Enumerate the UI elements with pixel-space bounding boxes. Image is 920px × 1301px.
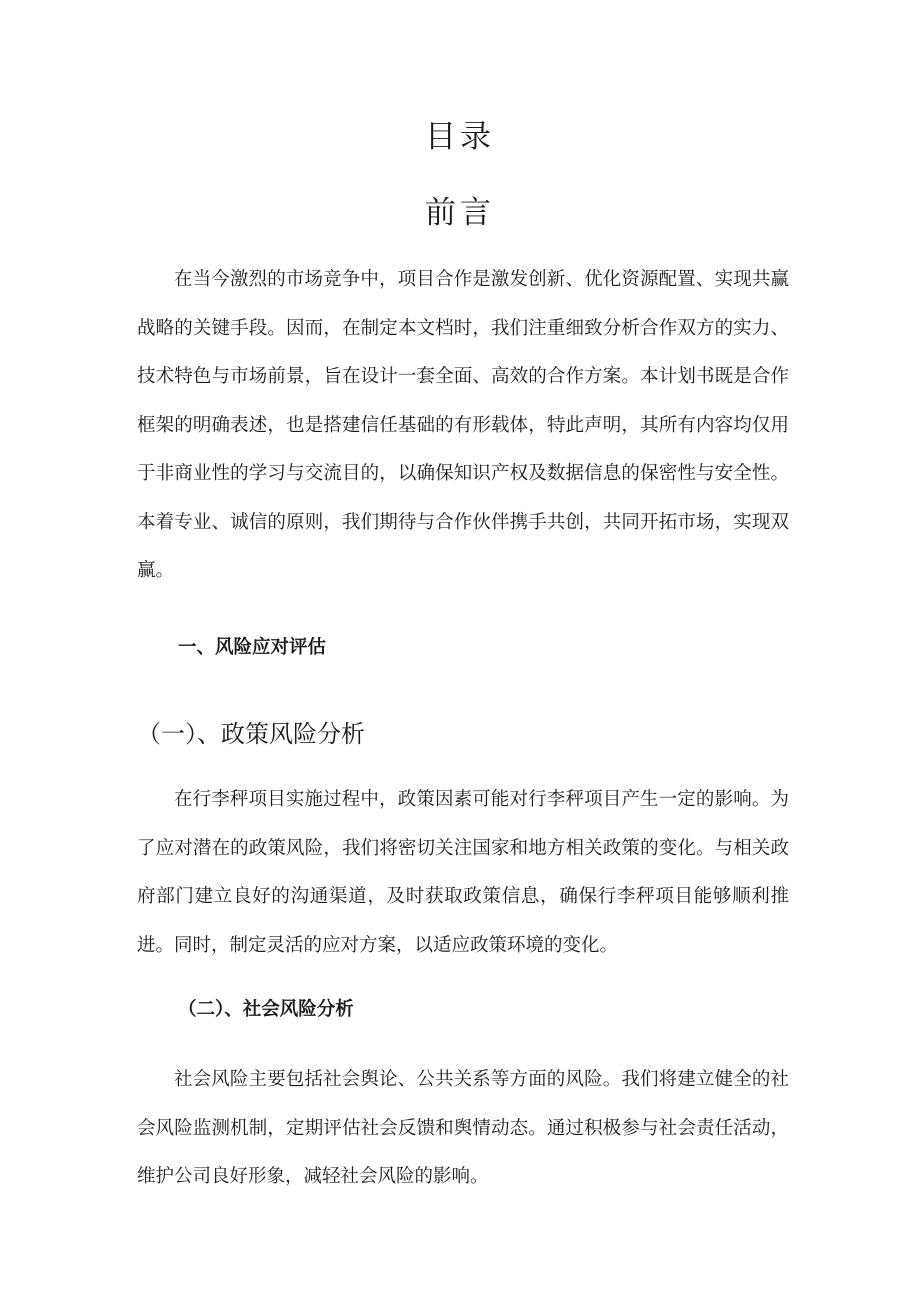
toc-title: 目录 (425, 119, 495, 155)
preface-title: 前言 (425, 195, 495, 231)
subsection-heading-social-risk: （二）、社会风险分析 (178, 999, 354, 1020)
subsection-heading-policy-risk: （一）、政策风险分析 (137, 720, 365, 748)
policy-risk-paragraph: 在行李秤项目实施过程中，政策因素可能对行李秤项目产生一定的影响。为了应对潜在的政策风险，我们将密切关注国家和地方相关政策的变化。与相关政府部门建立良好的沟通渠道，及时获取政策信息，确保行李秤项目能够顺利推进。同时，制定灵活的应对方案，以适应政策环境的变化。 (137, 789, 789, 956)
section-heading-risk-assessment: 一、风险应对评估 (178, 637, 327, 658)
social-risk-paragraph: 社会风险主要包括社会舆论、公共关系等方面的风险。我们将建立健全的社会风险监测机制，定期评估社会反馈和舆情动态。通过积极参与社会责任活动，维护公司良好形象，减轻社会风险的影响。 (137, 1069, 789, 1187)
preface-paragraph: 在当今激烈的市场竞争中，项目合作是激发创新、优化资源配置、实现共赢战略的关键手段。因而，在制定本文档时，我们注重细致分析合作双方的实力、技术特色与市场前景，旨在设计一套全面、高效的合作方案。本计划书既是合作框架的明确表述，也是搭建信任基础的有形载体，特此声明，其所有内容均仅用于非商业性的学习与交流目的，以确保知识产权及数据信息的保密性与安全性。本着专业、诚信的原则，我们期待与合作伙伴携手共创，共同开拓市场，实现双赢。 (137, 269, 789, 581)
